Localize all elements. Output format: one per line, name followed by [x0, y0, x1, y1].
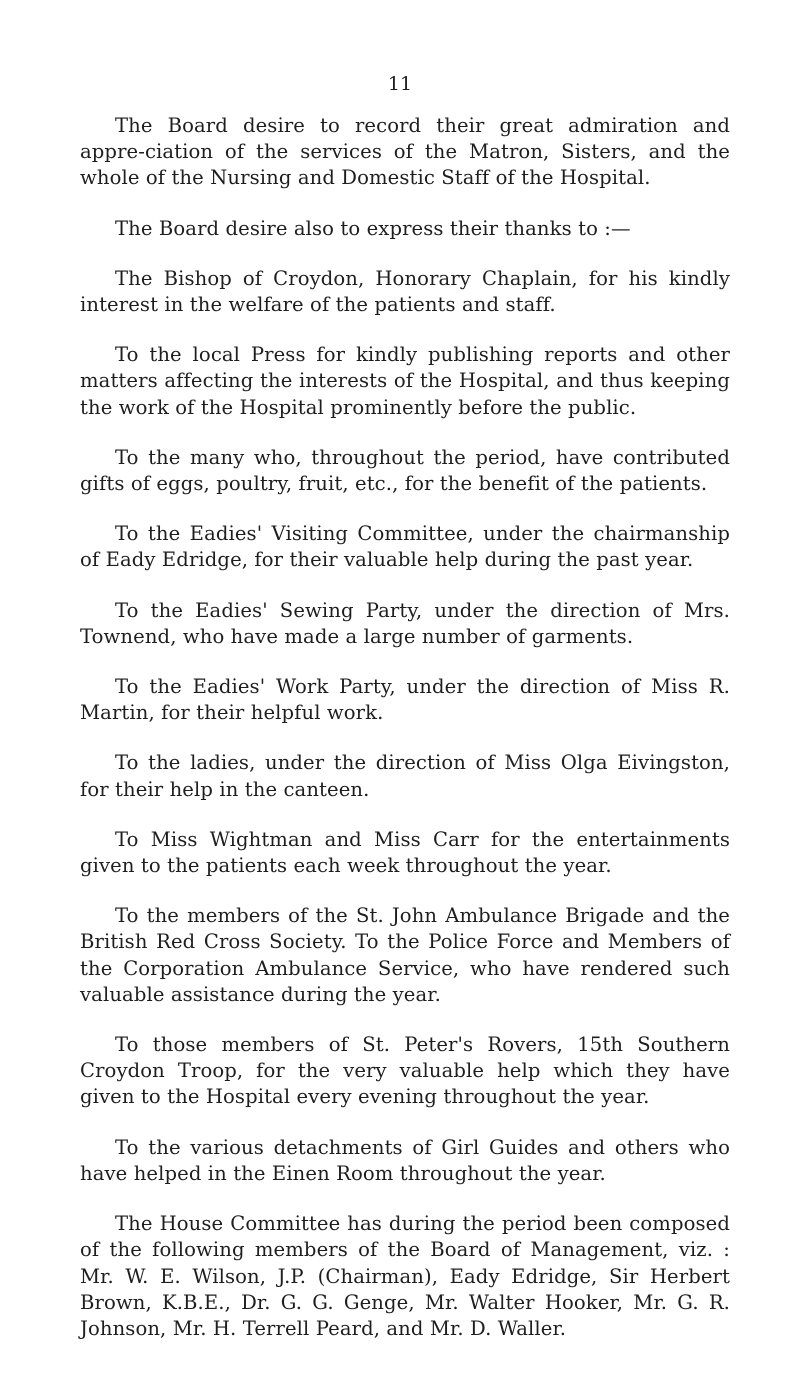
paragraph-ambulance: To the members of the St. John Ambulance Brigade and the British Red Cross Society. To the Police Force and Members of the Corporation Ambulance Service, who have rendered such valuable assistance during the year.	[80, 904, 730, 1006]
paragraph-thanks-intro: The Board desire also to express their thanks to :—	[115, 216, 631, 240]
paragraph-girl-guides: To the various detachments of Girl Guides and others who have helped in the Einen Room throughout the year.	[80, 1135, 730, 1185]
paragraph-bishop: The Bishop of Croydon, Honorary Chaplain, for his kindly interest in the welfare of the patients and staff.	[80, 266, 730, 317]
paragraph-rovers: To those members of St. Peter's Rovers, 15th Southern Croydon Troop, for the very valuable help which they have given to the Hospital every evening throughout the year.	[80, 1033, 730, 1109]
page-number: 11	[387, 73, 413, 95]
paragraph-sewing-party: To the Eadies' Sewing Party, under the direction of Mrs. Townend, who have made a large number of garments.	[80, 598, 730, 648]
paragraph-canteen: To the ladies, under the direction of Miss Olga Eivingston, for their help in the canteen.	[80, 751, 730, 801]
paragraph-house-committee: The House Committee has during the period been composed of the following members of the Board of Management, viz. : Mr. W. E. Wilson, J.P. (Chairman), Eady Edridge, Sir Herbert Brown, K.B.E., Dr. G. G. Genge, Mr. Walter Hooker, Mr. G. R. Johnson, Mr. H. Terrell Peard, and Mr. D. Waller.	[80, 1212, 730, 1340]
paragraph-local-press: To the local Press for kindly publishing reports and other matters affecting the interests of the Hospital, and thus keeping the work of the Hospital prominently before the public.	[80, 343, 730, 419]
paragraph-board-admiration: The Board desire to record their great admiration and appre-ciation of the services of the Matron, Sisters, and the whole of the Nursing and Domestic Staff of the Hospital.	[80, 114, 730, 190]
paragraph-gifts: To the many who, throughout the period, have contributed gifts of eggs, poultry, fruit, etc., for the benefit of the patients.	[80, 445, 730, 496]
page-body	[80, 113, 730, 1366]
paragraph-entertainments: To Miss Wightman and Miss Carr for the entertainments given to the patients each week throughout the year.	[80, 827, 730, 878]
paragraph-work-party: To the Eadies' Work Party, under the direction of Miss R. Martin, for their helpful work.	[80, 675, 730, 725]
paragraph-visiting-committee: To the Eadies' Visiting Committee, under the chairmanship of Eady Edridge, for their valuable help during the past year.	[80, 522, 730, 572]
